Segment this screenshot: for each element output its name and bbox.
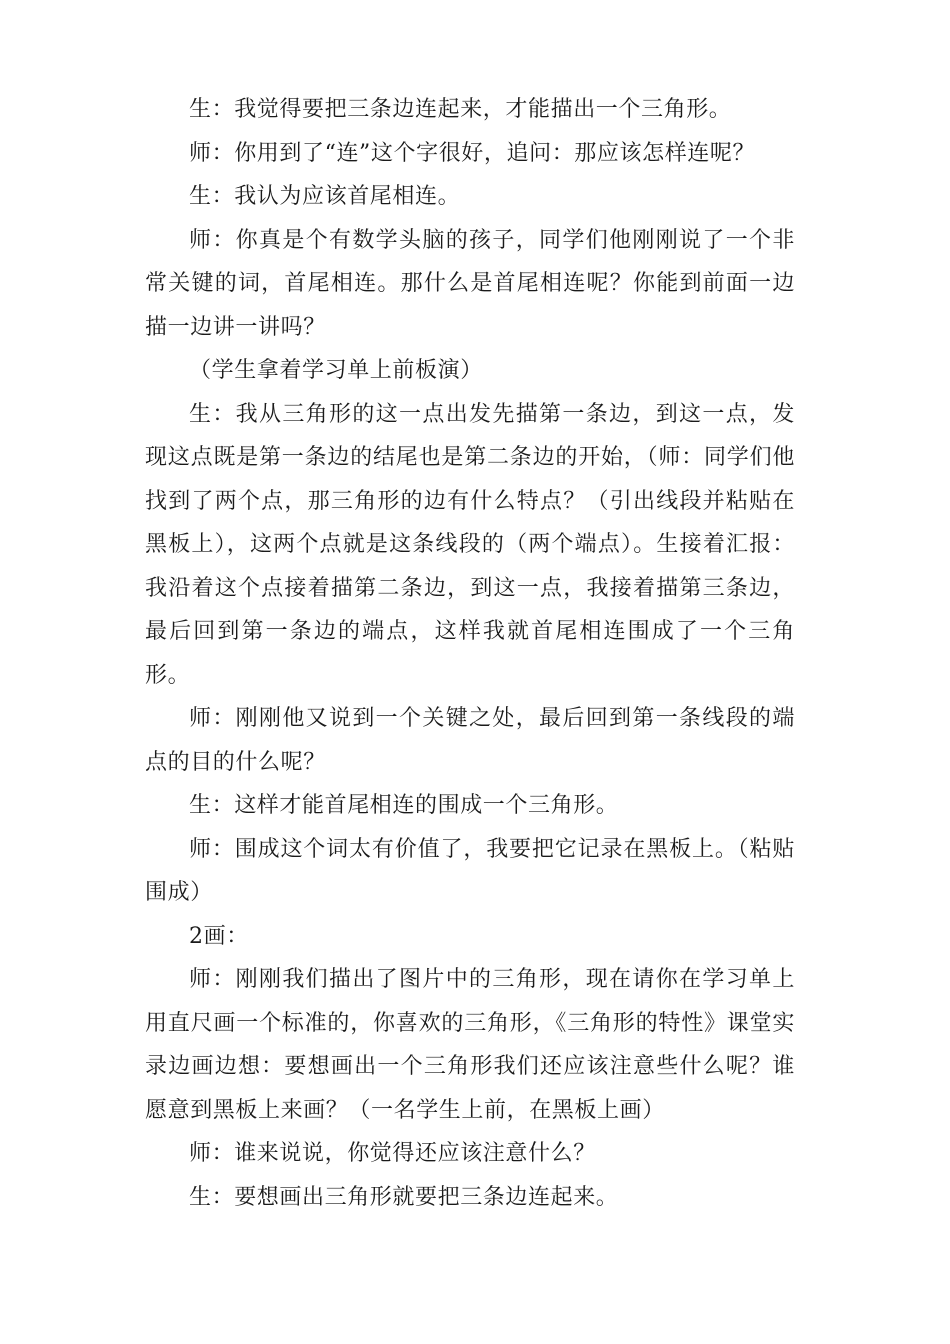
paragraph: 师：刚刚我们描出了图片中的三角形，现在请你在学习单上用直尺画一个标准的，你喜欢的三角形，《三角形的特性》课堂实录边画边想：要想画出一个三角形我们还应该注意些什么呢？谁愿意到黑板上来画？（一名学生上前，在黑板上画） — [145, 967, 795, 1123]
paragraph: （学生拿着学习单上前板演） — [189, 358, 483, 383]
paragraph: 2画： — [189, 923, 249, 949]
paragraph: 生：我认为应该首尾相连。 — [189, 184, 461, 209]
paragraph: 师：你用到了“连”这个字很好，追问：那应该怎样连呢？ — [189, 140, 756, 166]
paragraph: 生：我从三角形的这一点出发先描第一条边，到这一点，发现这点既是第一条边的结尾也是第二条边的开始，（师：同学们他找到了两个点，那三角形的边有什么特点？（引出线段并粘贴在黑板上），这两个点就是这条线段的（两个端点）。生接着汇报：我沿着这个点接着描第二条边，到这一点，我接着描第三条边，最后回到第一条边的端点，这样我就首尾相连围成了一个三角形。 — [145, 401, 795, 688]
paragraph: 生：这样才能首尾相连的围成一个三角形。 — [189, 793, 619, 818]
paragraph: 生：我觉得要把三条边连起来，才能描出一个三角形。 — [189, 97, 732, 122]
paragraph: 生：要想画出三角形就要把三条边连起来。 — [189, 1184, 619, 1210]
paragraph: 师：刚刚他又说到一个关键之处，最后回到第一条线段的端点的目的什么呢？ — [145, 706, 795, 775]
paragraph: 师：围成这个词太有价值了，我要把它记录在黑板上。（粘贴围成） — [145, 836, 795, 905]
paragraph: 师：你真是个有数学头脑的孩子，同学们他刚刚说了一个非常关键的词，首尾相连。那什么是首尾相连呢？你能到前面一边描一边讲一讲吗？ — [145, 227, 795, 340]
paragraph: 师：谁来说说，你觉得还应该注意什么？ — [189, 1141, 596, 1166]
document-page — [145, 88, 795, 1219]
